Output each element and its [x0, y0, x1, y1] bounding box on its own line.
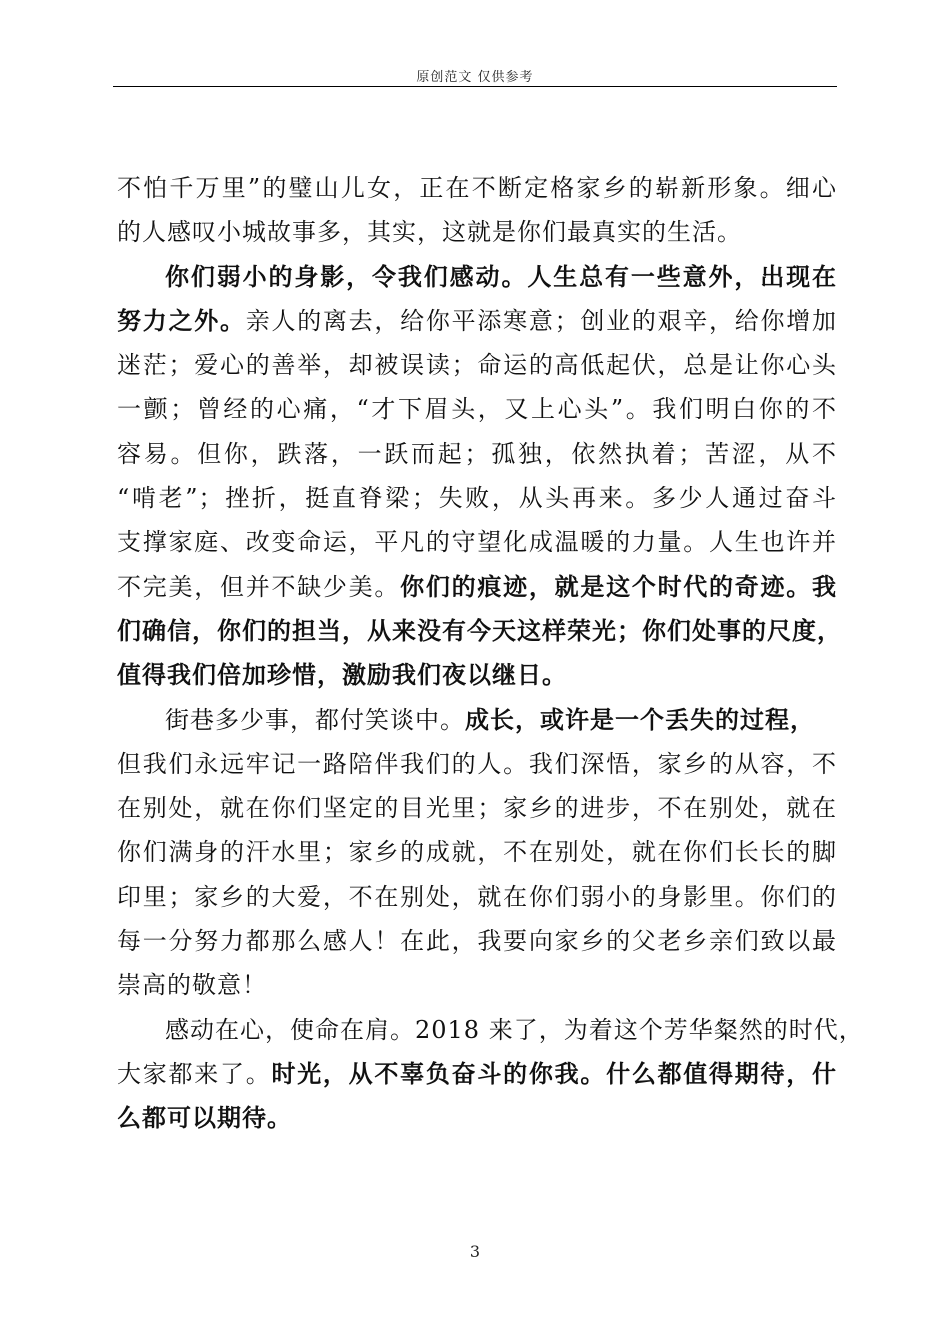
text-line: 你们满身的汗水里；家乡的成就，不在别处，就在你们长长的脚	[117, 838, 837, 867]
page-number: 3	[469, 1242, 481, 1261]
page-header: 原创范文 仅供参考	[416, 70, 534, 85]
text-line: 崇高的敬意！	[117, 971, 267, 1000]
text-line: 值得我们倍加珍惜，激励我们夜以继日。	[117, 660, 567, 690]
text-line: 的人感叹小城故事多，其实，这就是你们最真实的生活。	[117, 218, 742, 247]
text-line: 不完美，但并不缺少美。你们的痕迹，就是这个时代的奇迹。我	[117, 571, 838, 601]
text-line: 迷茫；爱心的善举，却被误读；命运的高低起伏，总是让你心头	[117, 351, 837, 380]
document-body	[117, 166, 864, 1141]
text-line: 每一分努力都那么感人！在此，我要向家乡的父老乡亲们致以最	[117, 927, 837, 956]
text-line: 支撑家庭、改变命运，平凡的守望化成温暖的力量。人生也许并	[117, 528, 837, 557]
text-line: 一颤；曾经的心痛，“才下眉头，又上心头”。我们明白你的不	[117, 395, 837, 424]
text-line: 在别处，就在你们坚定的目光里；家乡的进步，不在别处，就在	[117, 794, 837, 823]
text-line: 感动在心，使命在肩。2018 来了，为着这个芳华粲然的时代，	[165, 1015, 864, 1044]
text-line: 印里；家乡的大爱，不在别处，就在你们弱小的身影里。你们的	[117, 882, 837, 911]
text-line: 你们弱小的身影，令我们感动。人生总有一些意外，出现在	[165, 261, 837, 291]
text-line: 么都可以期待。	[117, 1103, 292, 1133]
header-rule	[113, 86, 837, 87]
text-line: 但我们永远牢记一路陪伴我们的人。我们深悟，家乡的从容，不	[117, 749, 837, 778]
text-line: 街巷多少事，都付笑谈中。成长，或许是一个丢失的过程，	[165, 704, 815, 734]
text-line: 不怕千万里”的璧山儿女，正在不断定格家乡的崭新形象。细心	[117, 174, 837, 202]
text-line: “啃老”；挫折，挺直脊梁；失败，从头再来。多少人通过奋斗	[117, 484, 837, 513]
text-line: 大家都来了。时光，从不辜负奋斗的你我。什么都值得期待，什	[117, 1058, 838, 1088]
text-line: 努力之外。亲人的离去，给你平添寒意；创业的艰辛，给你增加	[117, 305, 838, 335]
text-line: 容易。但你，跌落，一跃而起；孤独，依然执着；苦涩，从不	[117, 439, 837, 468]
text-line: 们确信，你们的担当，从来没有今天这样荣光；你们处事的尺度，	[117, 615, 842, 645]
